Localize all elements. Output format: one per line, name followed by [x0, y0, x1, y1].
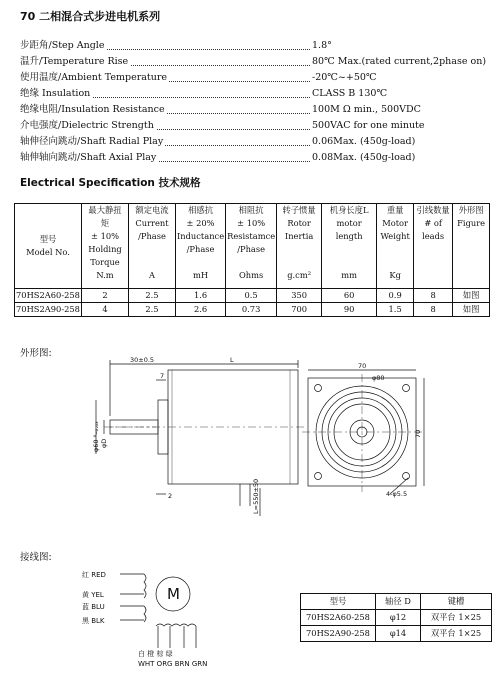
table-cell: 双平台 1×25 — [421, 626, 492, 642]
table-cell: 90 — [322, 303, 377, 317]
table-cell: φ12 — [376, 610, 421, 626]
spec-value: 0.08Max. (450g-load) — [312, 152, 416, 163]
spec-label: 绝缘电阻/Insulation Resistance — [20, 102, 167, 118]
dim-holes: 4-φ5.5 — [386, 490, 408, 498]
col-header — [322, 204, 377, 289]
col-header-line: Inertia — [284, 231, 314, 241]
table-cell: 70HS2A90-258 — [15, 303, 82, 317]
col-header — [414, 204, 453, 289]
mount-hole — [315, 473, 322, 480]
table-cell: 0.9 — [377, 289, 414, 303]
col-header-line: /Phase — [138, 231, 166, 241]
col-header-line: Kg — [389, 270, 401, 280]
col-header-line — [454, 230, 488, 243]
spec-value: 500VAC for one minute — [312, 120, 425, 131]
col-header-line: Resistamce — [227, 231, 276, 241]
table-cell: 双平台 1×25 — [421, 610, 492, 626]
spec-label: 绝缘 Insulation — [20, 86, 92, 102]
spec-label: 介电强度/Dielectric Strength — [20, 118, 156, 134]
col-header: 型号 — [301, 594, 376, 610]
table-cell: 如图 — [453, 289, 490, 303]
col-header — [15, 204, 82, 289]
spec-value: 80℃ Max.(rated current,2phase on) — [312, 56, 487, 67]
col-header-line: Torque — [90, 257, 120, 267]
col-header-line: Weight — [380, 231, 410, 241]
spec-row — [20, 118, 490, 134]
col-header-line — [454, 243, 488, 256]
spec-label: 步距角/Step Angle — [20, 38, 106, 54]
spec-row — [20, 134, 490, 150]
col-header-line: 引线数量 — [416, 205, 450, 215]
col-header-line: Holding — [88, 244, 122, 254]
wire-bottom-cn: 白 橙 棕 绿 — [138, 650, 173, 658]
col-header-line: /Phase — [237, 244, 266, 254]
wire-bottom-en: WHT ORG BRN GRN — [138, 660, 208, 668]
page-title: 70 二相混合式步进电机系列 — [20, 10, 161, 23]
col-header-line — [415, 243, 451, 256]
table-cell: 1.5 — [377, 303, 414, 317]
col-header-line: Rotor — [287, 218, 311, 228]
mount-hole — [403, 385, 410, 392]
spec-leader — [90, 97, 310, 98]
col-header-line: ± 10% — [90, 231, 120, 241]
col-header-line: 额定电流 — [135, 205, 169, 215]
shaft-table — [300, 593, 492, 642]
col-header-line — [454, 269, 488, 282]
outline-drawing — [90, 356, 430, 520]
wire-blu: 蓝 BLU — [82, 603, 105, 611]
table-cell: 1.6 — [176, 289, 226, 303]
spec-value: CLASS B 130℃ — [312, 88, 388, 99]
col-header-line — [415, 269, 451, 282]
col-header — [176, 204, 226, 289]
dim-L: L — [230, 356, 234, 364]
col-header-line — [130, 256, 174, 269]
mount-hole — [315, 385, 322, 392]
table-cell: 2 — [82, 289, 129, 303]
col-header-line: Figure — [457, 218, 486, 228]
spec-row — [20, 86, 490, 102]
table-row — [301, 610, 492, 626]
table-cell: 350 — [277, 289, 322, 303]
col-header — [277, 204, 322, 289]
col-header-line: 外形图 — [458, 205, 484, 215]
dim-80: φ80 — [372, 374, 385, 382]
col-header-line: Ohms — [238, 270, 264, 280]
table-cell: 700 — [277, 303, 322, 317]
col-header-line: 相阻抗 — [238, 205, 264, 215]
col-header-line: /Phase — [186, 244, 215, 254]
outline-label: 外形图: — [20, 348, 52, 359]
table-cell: 70HS2A60-258 — [301, 610, 376, 626]
dim-d: φD — [100, 438, 108, 448]
col-header-line: Motor — [382, 218, 409, 228]
col-header-line — [227, 256, 275, 269]
table-cell: 2.6 — [176, 303, 226, 317]
motor-letter: M — [167, 585, 180, 603]
col-header-line: leads — [422, 231, 445, 241]
electrical-spec-table — [14, 203, 490, 317]
col-header-line: 相感抗 — [188, 205, 213, 215]
table-cell: 0.73 — [226, 303, 277, 317]
col-header-line — [323, 243, 375, 256]
spec-value: 0.06Max. (450g-load) — [312, 136, 416, 147]
spec-list — [20, 38, 490, 166]
elec-spec-heading: Electrical Specification 技术规格 — [20, 177, 201, 189]
col-header-line: 转子惯量 — [282, 205, 316, 215]
col-header-line: 最大静扭 — [88, 205, 122, 215]
col-header-line: ± 10% — [237, 218, 266, 228]
col-header-line: 机身长度L — [329, 205, 369, 215]
col-header-line — [278, 243, 320, 256]
col-header-line: Inductance — [177, 231, 225, 241]
table-cell: 70HS2A60-258 — [15, 289, 82, 303]
table-cell: 60 — [322, 289, 377, 303]
col-header-line: N.m — [96, 270, 114, 280]
spec-label: 轴伸轴向跳动/Shaft Axial Play — [20, 150, 158, 166]
wiring-diagram — [80, 560, 230, 672]
spec-leader — [90, 49, 310, 50]
spec-label: 使用温度/Ambient Temperature — [20, 70, 169, 86]
spec-label: 轴伸径向跳动/Shaft Radial Play — [20, 134, 165, 150]
col-header: 轴径 D — [376, 594, 421, 610]
col-header-line: # of — [424, 218, 442, 228]
col-header-line: 型号 — [39, 234, 57, 244]
col-header-line: motor — [336, 218, 362, 228]
table-row — [15, 303, 490, 317]
col-header-line — [454, 256, 488, 269]
wire-red: 红 RED — [82, 571, 106, 579]
wire-blk: 黑 BLK — [82, 617, 105, 625]
table-cell: 4 — [82, 303, 129, 317]
col-header-line: 矩 — [100, 218, 110, 228]
dim-70h: 70 — [414, 429, 422, 438]
col-header — [82, 204, 129, 289]
col-header-line: g.cm² — [287, 270, 312, 280]
wire-yel: 黄 YEL — [82, 591, 104, 599]
col-header-line: mH — [193, 270, 209, 280]
table-cell: 0.5 — [226, 289, 277, 303]
dim-7: 7 — [160, 372, 165, 380]
col-header — [226, 204, 277, 289]
table-row — [15, 289, 490, 303]
col-header: 键槽 — [421, 594, 492, 610]
spec-row — [20, 102, 490, 118]
spec-value: -20℃~+50℃ — [312, 72, 377, 83]
col-header-line: ± 20% — [186, 218, 215, 228]
table-cell: 8 — [414, 303, 453, 317]
spec-row — [20, 150, 490, 166]
dim-2: 2 — [168, 492, 173, 500]
table-row — [301, 626, 492, 642]
spec-row — [20, 70, 490, 86]
col-header-line — [278, 256, 320, 269]
wiring-label: 接线图: — [20, 552, 52, 563]
dim-30: 30±0.5 — [130, 356, 155, 364]
col-header-line: A — [149, 270, 155, 280]
spec-value: 1.8° — [312, 40, 332, 51]
col-header-line — [323, 256, 375, 269]
col-header-line: Current — [135, 218, 169, 228]
col-header — [377, 204, 414, 289]
table-cell: 2.5 — [129, 289, 176, 303]
spec-value: 100M Ω min., 500VDC — [312, 104, 421, 115]
dim-70w: 70 — [358, 362, 367, 370]
dim-60: φ60 ⁰₋₀.₀₃ — [92, 421, 100, 452]
table-cell: 70HS2A90-258 — [301, 626, 376, 642]
spec-row — [20, 38, 490, 54]
table-cell: 如图 — [453, 303, 490, 317]
col-header-line: Model No. — [26, 247, 70, 257]
col-header-line — [378, 243, 412, 256]
col-header-line — [130, 243, 174, 256]
col-header-line — [378, 256, 412, 269]
spec-label: 温升/Temperature Rise — [20, 54, 130, 70]
table-cell: 8 — [414, 289, 453, 303]
col-header — [129, 204, 176, 289]
dim-lead: L=550±50 — [252, 478, 260, 514]
col-header-line: mm — [341, 270, 358, 280]
table-cell: φ14 — [376, 626, 421, 642]
col-header-line: length — [335, 231, 363, 241]
col-header-line: 重量 — [386, 205, 404, 215]
col-header-line — [177, 256, 224, 269]
spec-row — [20, 54, 490, 70]
table-cell: 2.5 — [129, 303, 176, 317]
col-header — [453, 204, 490, 289]
mount-hole — [403, 473, 410, 480]
col-header-line — [415, 256, 451, 269]
